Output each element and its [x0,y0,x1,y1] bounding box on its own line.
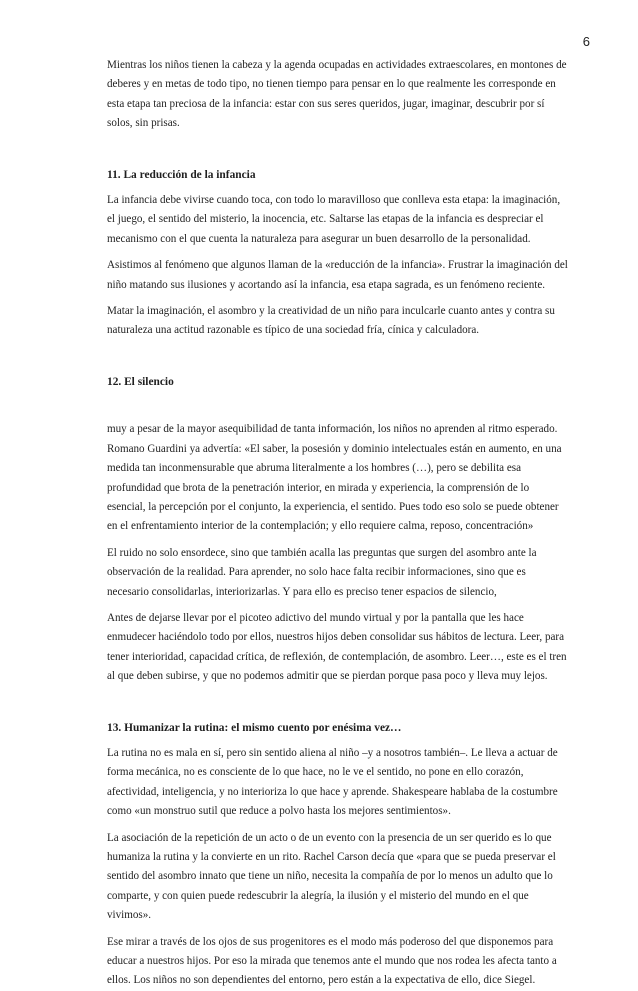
section-13-paragraph-1: La rutina no es mala en sí, pero sin sentido aliena al niño –y a nosotros también–. Le lleva a actuar de forma mecánica, no es consciente de lo que hace, no le ve el sentido, no pone en ello corazón, afectividad, inteligencia, y no interioriza lo que hace y aprende. Shakespeare hablaba de la costumbre como «un monstruo sutil que reduce a polvo hasta los mejores sentimientos». [107,746,558,818]
section-12-heading: 12. El silencio [107,375,174,388]
section-13-paragraph-3: Ese mirar a través de los ojos de sus progenitores es el modo más poderoso del que disponemos para educar a nuestros hijos. Por eso la mirada que tenemos ante el mundo que nos rodea les afecta tanto a ellos. Los niños no son dependientes del entorno, pero están a la expectativa de ello, dice Siegel. [107,935,557,987]
page-content [107,56,569,991]
section-13-paragraph-2: La asociación de la repetición de un acto o de un evento con la presencia de un ser querido es lo que humaniza la rutina y la convierte en un rito. Rachel Carson decía que «para que se pueda preservar el sentido del asombro innato que tiene un niño, necesita la compañía de por lo menos un adulto que lo comparte, y con quien puede redescubrir la alegría, la ilusión y el misterio del mundo en el que vivimos». [107,831,556,922]
intro-paragraph: Mientras los niños tienen la cabeza y la agenda ocupadas en actividades extraescolares, en montones de deberes y en metas de todo tipo, no tienen tiempo para pensar en lo que realmente les corresponde en esta etapa tan preciosa de la infancia: estar con sus seres queridos, jugar, imaginar, descubrir por sí solos, sin prisas. [107,59,567,130]
section-12-paragraph-2: El ruido no solo ensordece, sino que también acalla las preguntas que surgen del asombro ante la observación de la realidad. Para aprender, no solo hace falta recibir informaciones, sino que es necesario consolidarlas, interiorizarlas. Y para ello es preciso tener espacios de silencio, [107,546,537,598]
section-11-paragraph-2: Asistimos al fenómeno que algunos llaman de la «reducción de la infancia». Frustrar la imaginación del niño matando sus ilusiones y acortando así la infancia, esa etapa sagrada, es un fenómeno reciente. [107,259,568,291]
section-13-heading: 13. Humanizar la rutina: el mismo cuento por enésima vez… [107,721,402,734]
section-11-heading: 11. La reducción de la infancia [107,168,256,181]
section-12-paragraph-1: muy a pesar de la mayor asequibilidad de tanta información, los niños no aprenden al ritmo esperado. Romano Guardini ya advertía: «El saber, la posesión y dominio intelectuales están en aumento, en una medida tan inconmensurable que abruma literalmente a los hombres (…), pero se debilita esa profundidad que brota de la penetración interior, en mirada y experiencia, la comprensión de lo esencial, la percepción por el conjunto, la experiencia, el sentido. Pues todo eso solo se puede obtener en el enfrentamiento interior de la contemplación; y ello requiere calma, reposo, concentración» [107,423,562,533]
section-11-paragraph-1: La infancia debe vivirse cuando toca, con todo lo maravilloso que conlleva esta etapa: la imaginación, el juego, el sentido del misterio, la inocencia, etc. Saltarse las etapas de la infancia es despreciar el mecanismo con el que cuenta la naturaleza para asegurar un buen desarrollo de la personalidad. [107,194,561,245]
section-11-paragraph-3: Matar la imaginación, el asombro y la creatividad de un niño para inculcarle cuanto antes y contra su naturaleza una actitud razonable es típico de una sociedad fría, cínica y calculadora. [107,305,555,337]
page-number: 6 [582,34,590,49]
section-12-paragraph-3: Antes de dejarse llevar por el picoteo adictivo del mundo virtual y por la pantalla que les hace enmudecer haciéndolo todo por ellos, nuestros hijos deben consolidar sus hábitos de lectura. Leer, para tener interioridad, capacidad crítica, de reflexión, de contemplación, de asombro. Leer…, este es el tren al que deben subirse, y que no podemos admitir que se pierdan porque pasa poco y lleva muy lejos. [107,611,567,683]
